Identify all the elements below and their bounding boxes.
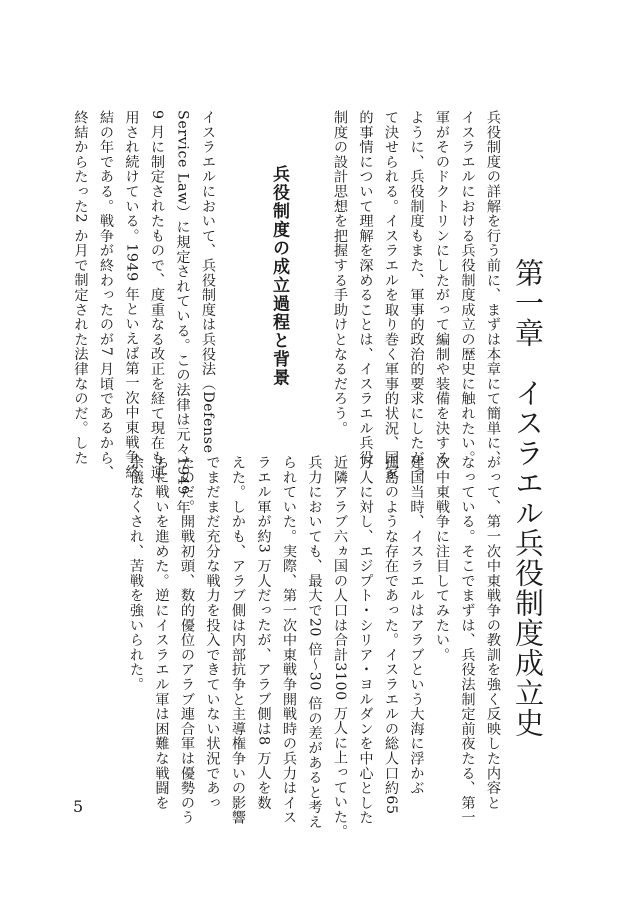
text-line: 用され続けている。1949 年といえば第一次中東戦争終 bbox=[123, 110, 140, 480]
text-line: なっている。そこでまずは、兵役法制定前夜たる、第一 bbox=[459, 455, 476, 825]
text-line: られていた。実際、第一次中東戦争開戦時の兵力はイス bbox=[281, 455, 297, 825]
section-heading: 兵役制度の成立過程と背景 bbox=[269, 165, 289, 387]
text-line: 軍がそのドクトリンにしたがって編制や装備を決する bbox=[434, 110, 450, 466]
text-line: 余儀なくされ、苦戦を強いられた。 bbox=[128, 455, 144, 692]
text-line: イスラエルにおける兵役制度成立の歴史に触れたい。 bbox=[459, 110, 476, 466]
text-line: でまだまだ充分な戦力を投入できていない状況であっ bbox=[204, 455, 221, 811]
text-line: がって、第一次中東戦争の教訓を強く反映した内容と bbox=[485, 455, 501, 811]
text-line: 兵役制度の詳解を行う前に、まずは本章にて簡単に、 bbox=[485, 110, 501, 466]
page-number: 5 bbox=[73, 797, 84, 816]
chapter-title: 第一章 イスラエル兵役制度成立史 bbox=[511, 258, 545, 738]
text-line: 制度の設計思想を把握する手助けとなるだろう。 bbox=[332, 110, 348, 436]
text-line: 兵力においても、最大で20 倍～30 倍の差があると考え bbox=[306, 455, 323, 830]
text-line: 次中東戦争に注目してみたい。 bbox=[434, 455, 450, 663]
text-line: 終結からたった2 か月で制定された法律なのだ。した bbox=[72, 110, 89, 466]
text-line: えた。しかも、アラブ側は内部抗争と主導権争いの影響 bbox=[230, 455, 246, 825]
intro-paragraph bbox=[320, 110, 505, 480]
text-line: Service Law）に規定されている。この法律は元々1949 年 bbox=[174, 110, 191, 515]
text-line: 結の年である。戦争が終わったのが7 月頃であるから、 bbox=[98, 110, 114, 480]
text-line: 9 月に制定されたもので、度重なる改正を経て現在も運 bbox=[149, 110, 165, 480]
text-line: 建国当時、イスラエルはアラブという大海に浮かぶ bbox=[408, 455, 425, 796]
section-paragraph bbox=[72, 110, 220, 515]
text-line: ように、兵役制度もまた、軍事的政治的要求にしたがっ bbox=[408, 110, 425, 480]
lower-paragraph bbox=[105, 455, 505, 840]
text-line: 的事情について理解を深めることは、イスラエル兵役 bbox=[357, 110, 374, 466]
text-line: ラエル軍が約3 万人だったが、アラブ側は8 万人を数 bbox=[255, 455, 272, 811]
text-line: て決せられる。イスラエルを取り巻く軍事的状況、国家 bbox=[383, 110, 399, 480]
text-line: たのだ。開戦初頭、数的優位のアラブ連合軍は優勢のう bbox=[179, 455, 195, 825]
text-line: 近隣アラブ六ヵ国の人口は合計3100 万人に上っていた。 bbox=[332, 455, 348, 840]
text-line: 万人に対し、エジプト・シリア・ヨルダンを中心とした bbox=[357, 455, 374, 825]
text-line: ちに戦いを進めた。逆にイスラエル軍は困難な戦闘を bbox=[153, 455, 170, 811]
text-line: イスラエルにおいて、兵役制度は兵役法（Defense bbox=[200, 110, 216, 454]
text-line: 孤島のような存在であった。イスラエルの総人口約65 bbox=[383, 455, 399, 815]
